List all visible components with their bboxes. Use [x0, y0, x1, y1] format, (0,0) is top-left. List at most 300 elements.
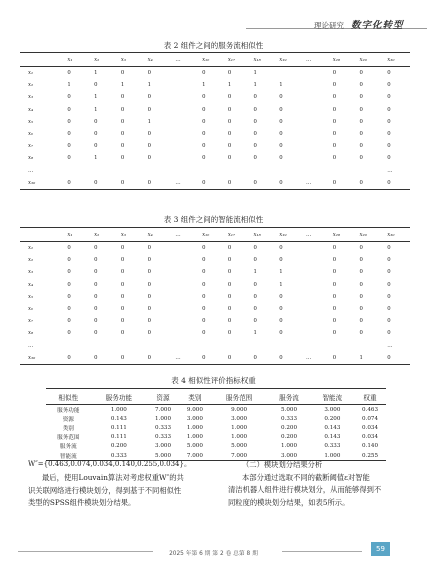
table-row — [46, 414, 386, 423]
right-line-3: 同粒度的模块划分结果，如表5所示。 — [228, 497, 350, 507]
table2-cell: 0 — [227, 131, 232, 138]
table3-cell — [306, 327, 333, 339]
table2-cell — [175, 91, 202, 103]
table3-cell: 0 — [279, 330, 283, 337]
table3-cell — [306, 279, 333, 291]
table2-cell: 1 — [94, 155, 98, 162]
table3-cell — [202, 340, 228, 352]
table3-cell: 1 — [253, 269, 257, 276]
table4-cell: 7.000 — [155, 406, 172, 413]
table3-cell: 0 — [359, 281, 363, 288]
table2-cell: 0 — [387, 70, 391, 77]
table2-cell: 0 — [120, 131, 125, 138]
table2-cell: 0 — [332, 143, 337, 150]
table2-cell — [175, 165, 202, 177]
table3-cell: 0 — [202, 245, 206, 252]
table3-cell — [306, 303, 333, 315]
table3-cell: 0 — [279, 306, 283, 313]
table2-header-cell: x₃ — [121, 53, 148, 67]
table4-cell: 1.000 — [281, 443, 298, 450]
right-line-1: 本部分通过选取不同的截断阈值ε对智能 — [242, 472, 370, 482]
table2-cell: x₈ — [28, 155, 34, 162]
table2-cell: 1 — [94, 94, 98, 101]
table2-header-cell: x₁₇ — [228, 53, 254, 67]
table3-cell: 0 — [120, 269, 125, 276]
table3-cell: 0 — [253, 293, 257, 300]
table4-cell: 0.200 — [281, 424, 298, 431]
table2-cell — [306, 104, 333, 116]
table2-cell: 0 — [228, 177, 254, 190]
table3-cell: 0 — [387, 257, 391, 264]
table2-cell: 0 — [387, 143, 391, 150]
table2-cell: 0 — [227, 143, 232, 150]
table2-cell: 0 — [120, 94, 125, 101]
table4-header-cell: 资源 — [147, 389, 179, 405]
table3-cell: 0 — [387, 306, 391, 313]
table4-cell: 1.000 — [110, 406, 127, 413]
table3-header-cell: x₂₉ — [360, 228, 388, 242]
table4-cell: 1.000 — [155, 415, 172, 422]
table3-cell: 0 — [227, 281, 232, 288]
table3-cell: 0 — [202, 281, 206, 288]
table2-cell — [175, 152, 202, 164]
table3-header-cell: … — [306, 228, 333, 242]
table2-cell: 1 — [120, 82, 125, 89]
table2-cell: 0 — [332, 118, 337, 125]
table2-header-cell: x₂₉ — [360, 53, 388, 67]
table3-cell: 0 — [202, 352, 228, 365]
table3-cell: 0 — [332, 281, 337, 288]
table2-cell: 0 — [359, 70, 363, 77]
table4-cell: 1.000 — [186, 424, 203, 431]
table2-cell: 0 — [359, 94, 363, 101]
table3-cell — [306, 254, 333, 266]
table3-cell: 0 — [359, 330, 363, 337]
table-row — [20, 79, 410, 91]
table2-cell: 0 — [254, 177, 280, 190]
table3-cell — [228, 340, 254, 352]
table3-cell: … — [175, 352, 202, 365]
table2-cell: 0 — [279, 131, 283, 138]
table-row — [20, 315, 410, 327]
table3-cell — [254, 340, 280, 352]
table3-cell: 0 — [253, 245, 257, 252]
table2-cell: 1 — [227, 82, 232, 89]
right-line-2: 清洁机器人组件进行模块划分，从而能够得到不 — [228, 485, 382, 494]
table-row — [20, 279, 410, 291]
table2-cell: 0 — [120, 118, 125, 125]
table2-cell: 0 — [359, 106, 363, 113]
table4-cell: 0.200 — [110, 443, 127, 450]
table2-cell: 0 — [387, 177, 410, 190]
left-paragraph — [28, 472, 213, 510]
table2-cell: 1 — [253, 70, 257, 77]
table3-cell: 0 — [332, 269, 337, 276]
table2-cell — [175, 116, 202, 128]
table3-cell: 0 — [332, 330, 337, 337]
weights-formula: W″={0.463,0.074,0.034,0.140,0.255,0.034}。 — [28, 460, 191, 468]
table2-cell — [254, 165, 280, 177]
table2-cell: 1 — [147, 118, 151, 125]
table2-cell: 0 — [253, 143, 257, 150]
table3-header-cell: x₄ — [148, 228, 176, 242]
table4-header-cell: 类别 — [179, 389, 211, 405]
table3-cell: 0 — [387, 330, 391, 337]
table2-cell: 0 — [67, 131, 71, 138]
table4-cell: 0.111 — [110, 434, 127, 441]
table2-cell: 0 — [359, 82, 363, 89]
table3-cell: 0 — [67, 245, 71, 252]
table2-cell: 0 — [227, 155, 232, 162]
table-row — [20, 303, 410, 315]
table2-cell: x₆ — [28, 131, 34, 138]
table3-cell: 0 — [387, 269, 391, 276]
table3-cell: 0 — [94, 245, 98, 252]
table4-cell: 0.034 — [362, 424, 379, 431]
table4-header-cell: 权重 — [354, 389, 386, 405]
table3-cell: 0 — [227, 306, 232, 313]
table2-header-cell — [20, 53, 67, 67]
table2-cell: 0 — [148, 177, 176, 190]
table2 — [20, 52, 410, 190]
table2-cell: 0 — [279, 94, 283, 101]
table2-cell: 0 — [120, 143, 125, 150]
table2-cell: 0 — [279, 143, 283, 150]
table3-cell: 0 — [253, 318, 257, 325]
table2-cell: 0 — [227, 106, 232, 113]
table4-cell: 3.000 — [231, 415, 248, 422]
table2-cell: 1 — [253, 82, 257, 89]
table2-cell: 0 — [120, 70, 125, 77]
table4-cell: 0.463 — [362, 406, 379, 413]
table2-cell: 0 — [67, 155, 71, 162]
table2-cell: 0 — [333, 177, 360, 190]
table4-header-cell: 服务范围 — [211, 389, 268, 405]
table3-cell: 0 — [202, 306, 206, 313]
table3-cell: 0 — [227, 257, 232, 264]
table2-header-cell: … — [306, 53, 333, 67]
table3-cell: 1 — [360, 352, 388, 365]
table2-cell: 0 — [94, 143, 98, 150]
table3-cell: 0 — [94, 330, 98, 337]
table3-cell: 0 — [227, 245, 232, 252]
table2-cell: 0 — [253, 131, 257, 138]
table4-cell: 1.000 — [186, 434, 203, 441]
table3-cell: 0 — [228, 352, 254, 365]
table2-cell: 0 — [147, 131, 151, 138]
table3-cell: 0 — [67, 352, 94, 365]
table2-cell: 0 — [202, 131, 206, 138]
table2-cell: 0 — [387, 131, 391, 138]
table3-cell: 0 — [67, 306, 71, 313]
table4-cell: 3.000 — [155, 443, 172, 450]
table2-cell: 0 — [332, 94, 337, 101]
table2-cell: 0 — [202, 177, 228, 190]
table3-header-cell: … — [175, 228, 202, 242]
table2-cell: x₁ — [28, 70, 34, 77]
table4-cell: 9.000 — [186, 406, 203, 413]
table3-header-cell — [20, 228, 67, 242]
table4-cell: 服务流 — [59, 444, 77, 451]
table3-cell: 0 — [227, 293, 232, 300]
table4-cell: 0.333 — [155, 424, 172, 431]
table2-cell: 0 — [387, 94, 391, 101]
table4-header-cell: 相似性 — [46, 389, 91, 405]
table3-cell: 0 — [94, 281, 98, 288]
right-heading: （二）模块划分结果分析 — [242, 460, 323, 469]
left-line-3: 类型的SPSS组件模块划分结果。 — [28, 498, 136, 507]
table2-cell: 0 — [67, 177, 94, 190]
table4-cell: 1.000 — [311, 451, 354, 461]
table3-cell: 0 — [67, 293, 71, 300]
table2-cell — [279, 165, 306, 177]
table4-cell: 资源 — [62, 416, 74, 423]
table3 — [20, 227, 410, 365]
table2-caption: 表 2 组件之间的服务流相似性 — [163, 41, 264, 50]
table3-cell: 0 — [147, 257, 151, 264]
table3-cell: 0 — [387, 281, 391, 288]
table3-cell — [148, 340, 176, 352]
table3-cell — [306, 340, 333, 352]
table2-cell: 0 — [332, 155, 337, 162]
table2-cell: 0 — [147, 155, 151, 162]
table3-cell: 0 — [387, 318, 391, 325]
table-row — [20, 116, 410, 128]
right-paragraph — [228, 459, 413, 509]
table-row — [20, 340, 410, 352]
table2-cell: 0 — [332, 70, 337, 77]
table3-cell: 0 — [359, 318, 363, 325]
table3-cell: 0 — [279, 318, 283, 325]
table3-cell: 1 — [279, 269, 283, 276]
table2-cell: 0 — [94, 118, 98, 125]
table3-cell: x₇ — [28, 318, 34, 325]
table3-cell: 0 — [94, 269, 98, 276]
table2-cell — [175, 79, 202, 91]
table2-cell: 0 — [147, 143, 151, 150]
table2-cell: 0 — [120, 155, 125, 162]
table2-cell: 0 — [94, 131, 98, 138]
table4-cell: 5.000 — [186, 443, 203, 450]
table3-cell: … — [306, 352, 333, 365]
page-number: 59 — [371, 542, 390, 556]
table3-cell — [175, 279, 202, 291]
table3-cell: 0 — [120, 330, 125, 337]
table2-cell — [306, 152, 333, 164]
table3-cell: 0 — [120, 281, 125, 288]
table4-cell: 服务功能 — [57, 407, 80, 414]
table2-cell: … — [28, 167, 34, 174]
table3-cell — [175, 315, 202, 327]
table2-cell: 0 — [202, 94, 206, 101]
table3-caption: 表 3 组件之间的智能流相似性 — [163, 215, 264, 224]
table2-cell: 0 — [332, 131, 337, 138]
table2-cell — [279, 67, 306, 80]
table3-header-cell: x₃₀ — [387, 228, 410, 242]
table3-cell: 0 — [147, 318, 151, 325]
table3-cell: 0 — [67, 269, 71, 276]
table2-cell: 0 — [120, 106, 125, 113]
table3-cell: 0 — [94, 257, 98, 264]
table3-cell: 0 — [359, 257, 363, 264]
table2-cell: 0 — [359, 118, 363, 125]
table3-cell: 0 — [202, 269, 206, 276]
table2-cell: 0 — [279, 177, 306, 190]
table4-cell: 3.000 — [186, 415, 203, 422]
table4-cell: 0.143 — [324, 434, 341, 441]
table3-cell: 0 — [67, 281, 71, 288]
table3-cell: 0 — [227, 269, 232, 276]
table3-cell: 0 — [359, 306, 363, 313]
table2-cell: 0 — [67, 143, 71, 150]
left-line-2: 识关联网络进行模块划分，得到基于不同相似性 — [28, 485, 182, 495]
table2-cell: … — [387, 167, 393, 174]
table2-cell: 0 — [202, 70, 206, 77]
table3-cell — [306, 291, 333, 303]
table2-cell: 0 — [67, 94, 71, 101]
table3-cell — [175, 266, 202, 278]
table3-cell: 0 — [120, 293, 125, 300]
table3-header-cell: x₁₈ — [254, 228, 280, 242]
table3-cell: 0 — [279, 245, 283, 252]
table2-cell: 0 — [147, 106, 151, 113]
table3-cell: 0 — [253, 281, 257, 288]
table-row — [20, 104, 410, 116]
table2-header-cell: x₁₈ — [254, 53, 280, 67]
table3-cell: x₄ — [28, 281, 34, 288]
table3-header-cell: x₂₈ — [333, 228, 360, 242]
table2-cell: 0 — [279, 155, 283, 162]
table2-header-cell: x₁ — [67, 53, 94, 67]
table2-header-cell: … — [175, 53, 202, 67]
table2-cell — [306, 165, 333, 177]
table2-header-cell: x₁₆ — [202, 53, 228, 67]
table2-cell: 0 — [359, 143, 363, 150]
table4-cell: 0.034 — [362, 434, 379, 441]
table-row — [20, 266, 410, 278]
table2-cell: 1 — [147, 82, 151, 89]
table2-cell — [306, 91, 333, 103]
table2-cell: 0 — [387, 155, 391, 162]
table3-cell: x₃₀ — [20, 352, 67, 365]
table3-cell: x₃ — [28, 269, 34, 276]
table2-cell: 0 — [67, 118, 71, 125]
table2-cell: 0 — [147, 70, 151, 77]
table3-cell: 1 — [253, 330, 257, 337]
table2-cell: 0 — [359, 131, 363, 138]
table3-cell: 0 — [120, 257, 125, 264]
table3-cell: x₁ — [28, 245, 34, 252]
table2-cell: 0 — [253, 106, 257, 113]
table4-cell: 0.143 — [110, 415, 127, 422]
table3-cell — [279, 340, 306, 352]
table3-cell — [333, 340, 360, 352]
table2-cell: 0 — [121, 177, 148, 190]
table3-cell: 0 — [227, 318, 232, 325]
table3-cell: 0 — [120, 306, 125, 313]
table-row — [20, 177, 410, 190]
table3-cell — [67, 340, 94, 352]
table3-cell: 0 — [147, 306, 151, 313]
table-row — [20, 242, 410, 255]
table4-cell: 类别 — [62, 425, 74, 432]
table3-cell: 0 — [333, 352, 360, 365]
table-row — [20, 352, 410, 365]
table4-header-cell: 智能流 — [311, 389, 354, 405]
table2-cell: 0 — [387, 106, 391, 113]
table2-cell: x₃₀ — [20, 177, 67, 190]
table2-cell: 0 — [332, 106, 337, 113]
table3-cell: 0 — [120, 318, 125, 325]
table2-cell: 0 — [359, 155, 363, 162]
table3-cell — [306, 266, 333, 278]
table-row — [20, 67, 410, 80]
table3-cell — [121, 340, 148, 352]
table-row — [20, 254, 410, 266]
table2-cell: x₄ — [28, 106, 34, 113]
table3-cell: 0 — [332, 293, 337, 300]
table3-header-cell: x₁₇ — [228, 228, 254, 242]
table4-cell: 0.200 — [281, 434, 298, 441]
table2-cell — [67, 165, 94, 177]
table4-cell: 智能流 — [46, 451, 91, 461]
table2-cell: 0 — [279, 118, 283, 125]
header-brand: 数字化转型 — [351, 20, 404, 31]
table3-cell — [175, 327, 202, 339]
table-row — [46, 433, 386, 442]
table3-cell: 0 — [359, 293, 363, 300]
table4-cell: 7.000 — [179, 451, 211, 461]
table2-cell: 0 — [202, 118, 206, 125]
table3-cell: 0 — [202, 318, 206, 325]
table-row — [20, 327, 410, 339]
table3-cell: 0 — [254, 352, 280, 365]
table3-cell: 0 — [332, 245, 337, 252]
table3-cell: 0 — [332, 257, 337, 264]
header-section: 理论研究 — [314, 21, 344, 30]
table2-cell — [148, 165, 176, 177]
table3-cell: 0 — [279, 293, 283, 300]
table2-cell: 0 — [387, 82, 391, 89]
table3-cell — [175, 242, 202, 255]
table4-cell: 5.000 — [231, 443, 248, 450]
table2-cell — [175, 128, 202, 140]
table2-cell: 0 — [94, 82, 98, 89]
table4-header-cell: 服务流 — [267, 389, 310, 405]
table4-cell: 0.255 — [354, 451, 386, 461]
table3-cell: 0 — [147, 330, 151, 337]
table4-cell: 1.000 — [231, 434, 248, 441]
table-row — [20, 165, 410, 177]
table3-header-cell: x₁₉ — [279, 228, 306, 242]
table4-cell: 3.000 — [267, 451, 310, 461]
table2-cell: … — [175, 177, 202, 190]
table4-cell: 0.074 — [362, 415, 379, 422]
table2-cell: 1 — [94, 106, 98, 113]
table4-cell: 5.000 — [147, 451, 179, 461]
table3-cell: 0 — [279, 352, 306, 365]
left-line-1: 最后，使用Louvain算法对考虑权重W″的共 — [42, 473, 184, 482]
table2-cell: 0 — [202, 106, 206, 113]
footer-issue: 2025 年第 6 期 第 2 卷 总第 8 期 — [169, 551, 258, 557]
table3-cell: x₅ — [28, 293, 34, 300]
table3-cell: 0 — [227, 330, 232, 337]
table3-header-cell: x₁ — [67, 228, 94, 242]
table3-cell: 0 — [202, 257, 206, 264]
table2-cell — [94, 165, 121, 177]
table3-cell: 0 — [202, 330, 206, 337]
table2-cell — [306, 128, 333, 140]
